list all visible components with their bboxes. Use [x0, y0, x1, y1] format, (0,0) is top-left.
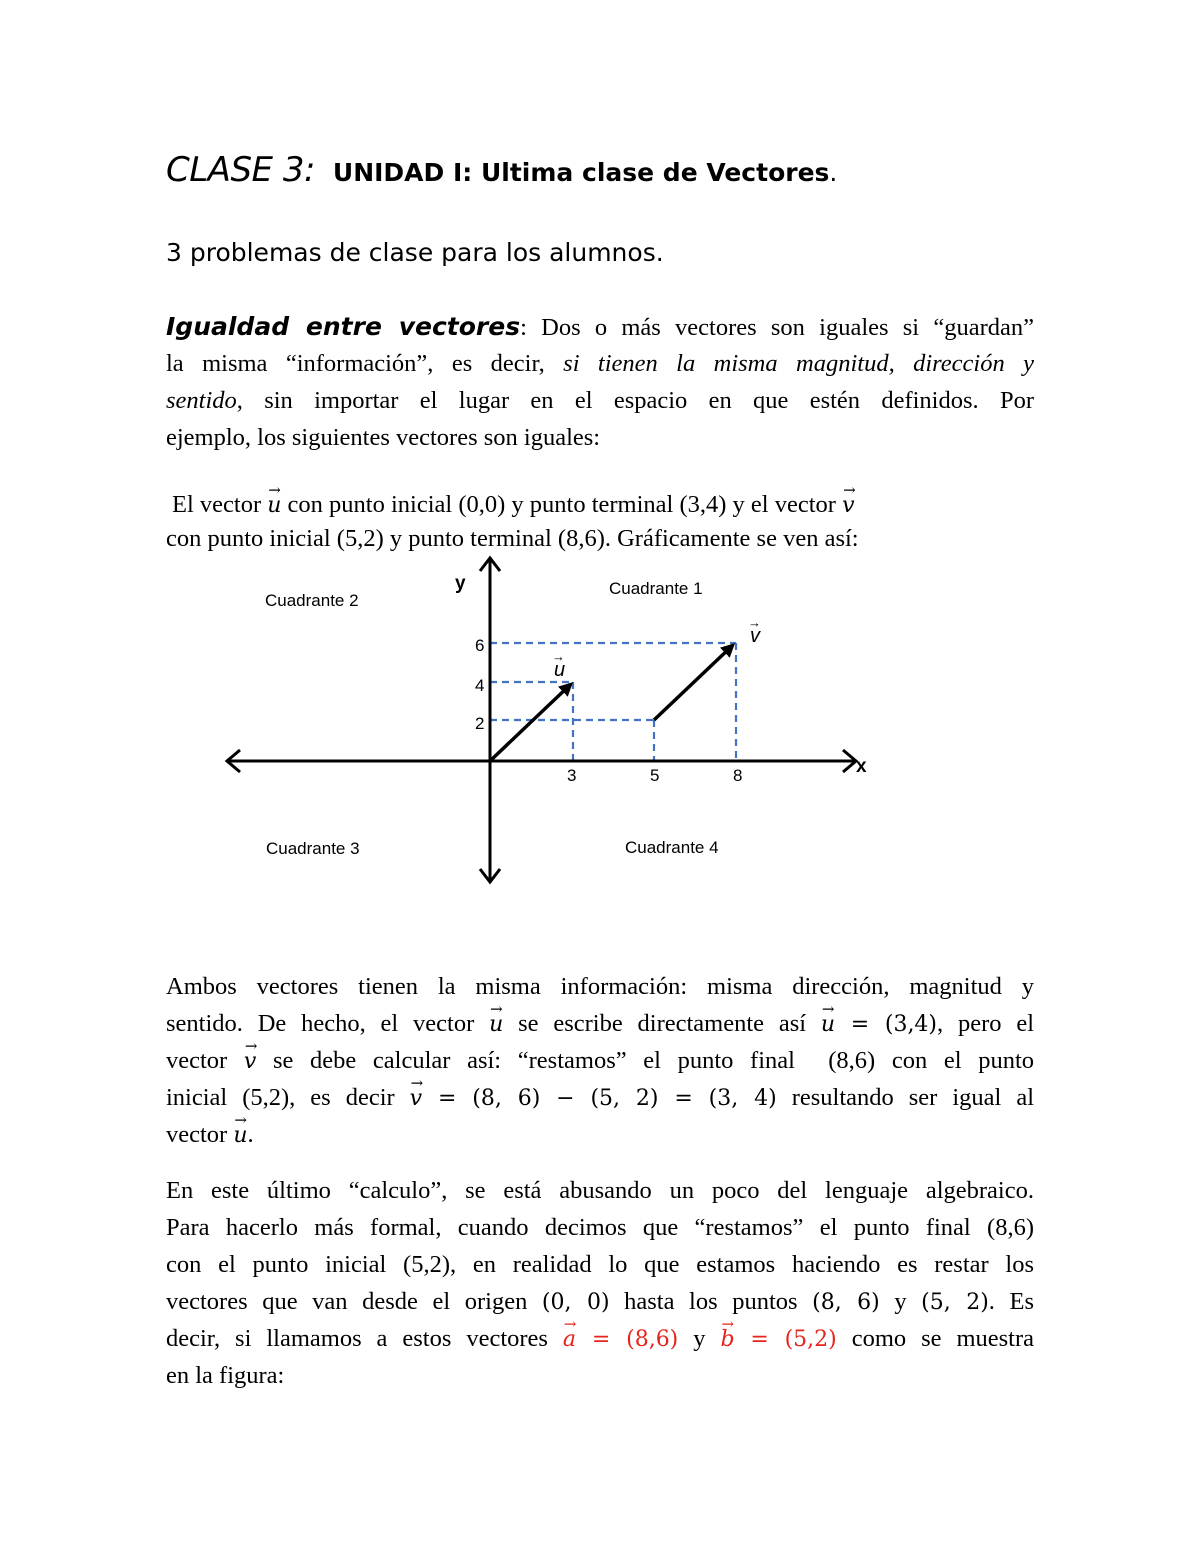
- vector-b-symbol: → b: [720, 1321, 734, 1358]
- tick-x-3: 3: [567, 766, 577, 785]
- vector-u-symbol: → u: [267, 487, 281, 524]
- quadrant-2-label: Cuadrante 2: [265, 591, 359, 610]
- y-axis-label: y: [455, 573, 466, 594]
- vector-v-arrow: [654, 645, 733, 720]
- vector-u-arrow: [490, 684, 571, 761]
- vector-sentence: El vector → u con punto inicial (0,0) y punto terminal (3,4) y el vector → v: [172, 486, 972, 523]
- cartesian-figure: [0, 545, 1200, 945]
- quadrant-4-label: Cuadrante 4: [625, 838, 719, 857]
- tick-y-2: 2: [475, 714, 485, 733]
- subtitle: 3 problemas de clase para los alumnos.: [166, 238, 664, 267]
- unidad-label: UNIDAD I: Ultima clase de Vectores: [332, 158, 830, 187]
- vector-a-symbol: → a: [563, 1321, 576, 1358]
- tick-x-8: 8: [733, 766, 743, 785]
- vector-u-label-arrow: →: [552, 649, 565, 664]
- quadrant-1-label: Cuadrante 1: [609, 579, 703, 598]
- vector-u-label: u: [554, 659, 566, 681]
- both-vectors-paragraph: Ambos vectores tienen la misma información: misma dirección, magnitud y sentido. De hecho, el vector → u se escribe directamente así → u = (3,4), pero el vector → v se debe calcular así: “restamos” el punto final (8,6) con el punto inicial (5,2), es decir → v = (8, 6) − (5, 2) = (3, 4) resultando ser igual al vector → u.: [166, 968, 1034, 1153]
- page-title: [166, 150, 837, 190]
- tick-x-5: 5: [650, 766, 660, 785]
- clase-label: CLASE 3:: [166, 150, 315, 190]
- vector-v-label-arrow: →: [748, 615, 761, 630]
- vector-v-label: v: [750, 625, 760, 647]
- tick-y-4: 4: [475, 676, 485, 695]
- x-axis-label: x: [856, 756, 867, 777]
- quadrant-3-label: Cuadrante 3: [266, 839, 360, 858]
- guide-lines: [490, 643, 736, 761]
- tick-y-6: 6: [475, 636, 485, 655]
- title-dot: .: [829, 158, 838, 187]
- vector-sentence-2: con punto inicial (5,2) y punto terminal (8,6). Gráficamente se ven así:: [166, 525, 859, 552]
- formal-paragraph: En este último “calculo”, se está abusando un poco del lenguaje algebraico. Para hacerlo más formal, cuando decimos que “restamos” el punto final (8,6) con el punto inicial (5,2), en realidad lo que estamos haciendo es restar los vectores que van desde el origen (0, 0) hasta los puntos (8, 6) y (5, 2). Es decir, si llamamos a estos vectores → a = (8,6) y → b = (5,2) como se muestra en la figura:: [166, 1172, 1034, 1394]
- section-heading: Igualdad entre vectores: [166, 312, 521, 341]
- vector-v-symbol: → v: [842, 487, 854, 524]
- intro-paragraph: Igualdad entre vectores: Dos o más vectores son iguales si “guardan” la misma “información”, es decir, si tienen la misma magnitud, dirección y sentido, sin importar el lugar en el espacio en que estén definidos. Por ejemplo, los siguientes vectores son iguales:: [166, 312, 1035, 451]
